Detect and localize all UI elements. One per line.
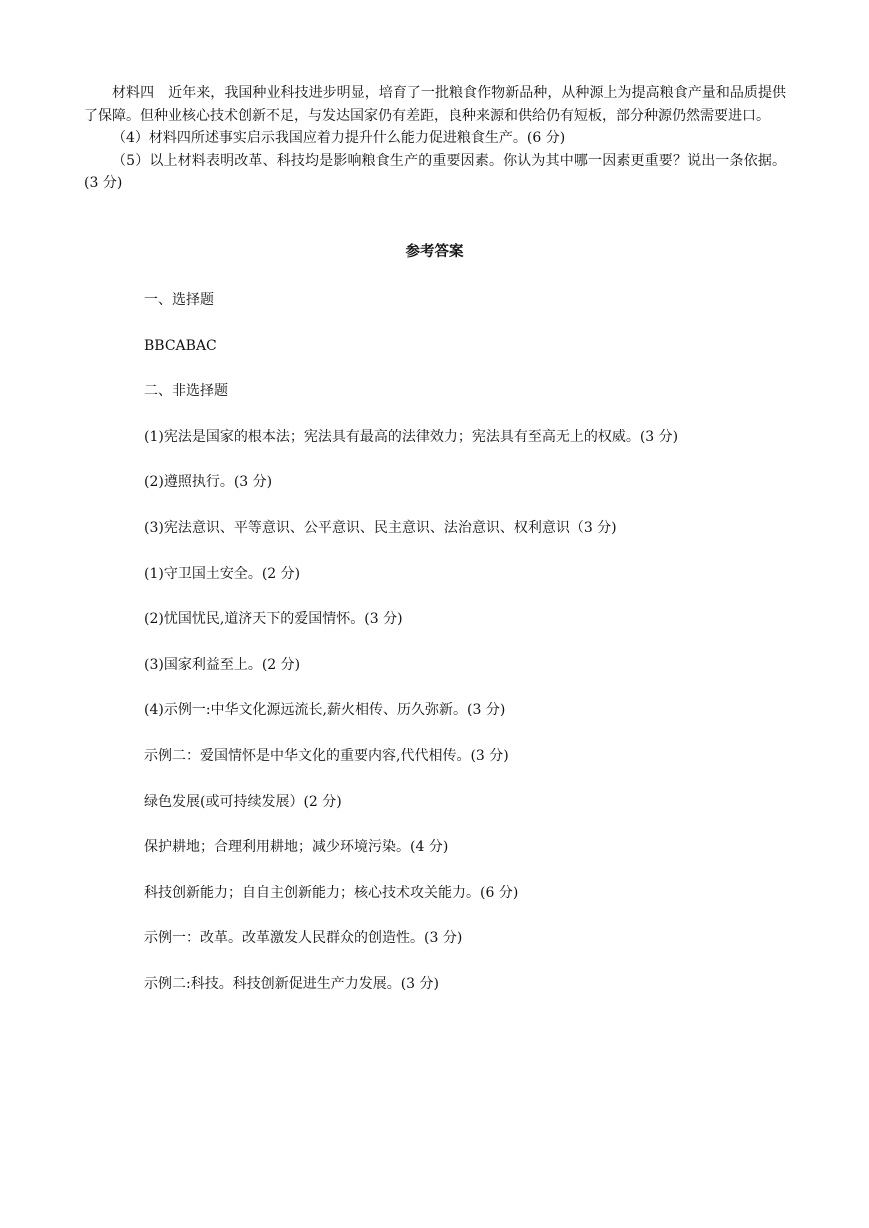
question-4: （4）材料四所述事实启示我国应着力提升什么能力促进粮食生产。(6 分) <box>112 130 566 146</box>
answer-section-choice: 一、选择题 <box>144 292 214 308</box>
answer-item: (2)遵照执行。(3 分) <box>144 474 273 491</box>
answer-item: (1)守卫国土安全。(2 分) <box>144 565 301 582</box>
answer-section-nonchoice: 二、非选择题 <box>144 383 228 400</box>
answer-item: 示例二：爱国情怀是中华文化的重要内容,代代相传。(3 分) <box>144 747 509 764</box>
answer-item: 科技创新能力；自自主创新能力；核心技术攻关能力。(6 分) <box>144 884 519 901</box>
material-four-paragraph: 材料四 近年来，我国种业科技进步明显，培育了一批粮食作物新品种，从种源上为提高粮食产量和品质提供了保障。但种业核心技术创新不足，与发达国家仍有差距，良种来源和供给仍有短板，部分种源仍然需要进口。 <box>84 85 786 124</box>
answer-choice-key: BBCABAC <box>144 337 217 354</box>
answer-item: 绿色发展(或可持续发展）(2 分) <box>144 793 342 810</box>
answer-title: 参考答案 <box>405 243 464 260</box>
answer-item: (4)示例一:中华文化源远流长,薪火相传、历久弥新。(3 分) <box>144 702 506 719</box>
answer-item: (3)宪法意识、平等意识、公平意识、民主意识、法治意识、权利意识（3 分) <box>144 519 617 536</box>
question-5: （5）以上材料表明改革、科技均是影响粮食生产的重要因素。你认为其中哪一因素更重要？说出一条依据。(3 分) <box>84 152 786 191</box>
answer-item: 保护耕地；合理利用耕地；减少环境污染。(4 分) <box>144 839 449 856</box>
answer-item: (3)国家利益至上。(2 分) <box>144 656 301 673</box>
answer-list <box>144 290 784 1020</box>
material-section <box>84 82 786 195</box>
answer-item: 示例二:科技。科技创新促进生产力发展。(3 分) <box>144 975 439 992</box>
answer-item: 示例一：改革。改革激发人民群众的创造性。(3 分) <box>144 930 463 947</box>
answer-item: (1)宪法是国家的根本法；宪法具有最高的法律效力；宪法具有至高无上的权威。(3 分) <box>144 428 679 445</box>
answer-item: (2)忧国忧民,道济天下的爱国情怀。(3 分) <box>144 611 403 628</box>
